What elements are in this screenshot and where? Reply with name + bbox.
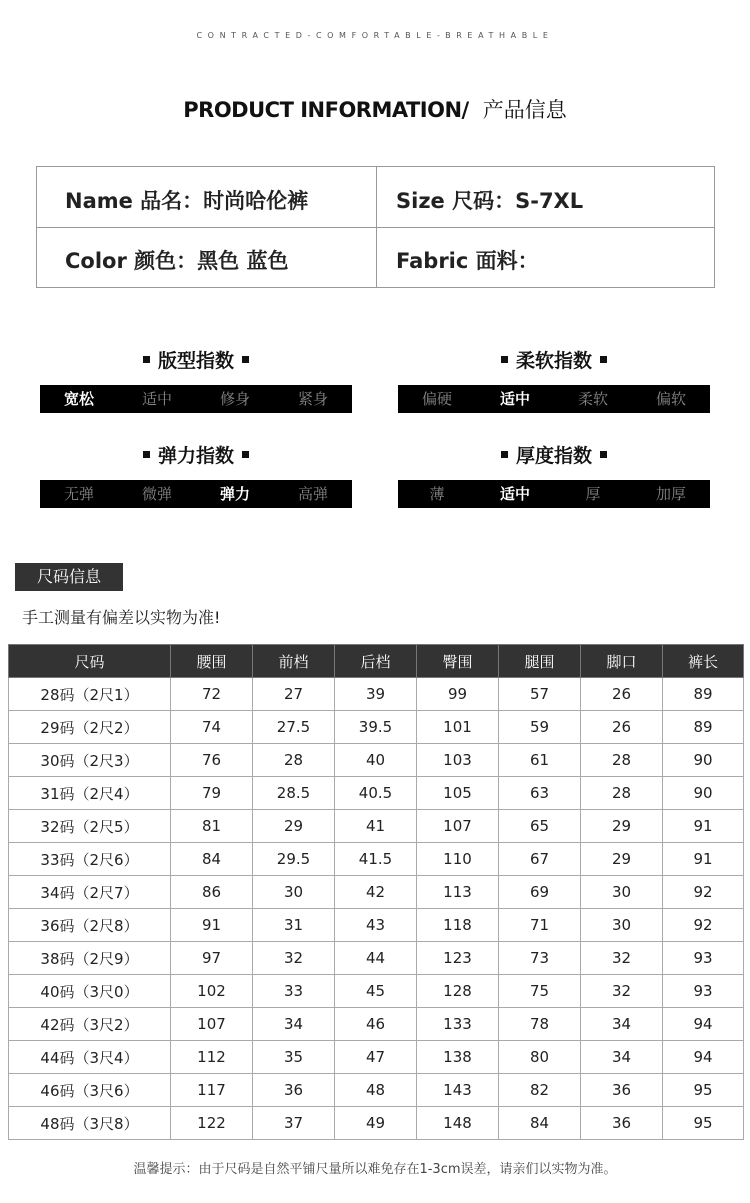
index-title-label: 厚度指数 <box>515 445 592 467</box>
table-cell: 148 <box>417 1107 499 1140</box>
table-cell: 28 <box>581 777 663 810</box>
table-cell: 37 <box>253 1107 335 1140</box>
table-cell: 33 <box>253 975 335 1008</box>
table-row <box>9 678 744 711</box>
table-cell: 82 <box>499 1074 581 1107</box>
table-cell: 99 <box>417 678 499 711</box>
table-cell: 29 <box>581 810 663 843</box>
table-row <box>9 843 744 876</box>
table-cell: 49 <box>335 1107 417 1140</box>
page-title <box>0 94 750 124</box>
table-cell: 117 <box>171 1074 253 1107</box>
table-cell: 91 <box>663 843 744 876</box>
info-color: Color 颜色：黑色 蓝色 <box>65 249 289 273</box>
table-row <box>9 711 744 744</box>
page-title-en: PRODUCT INFORMATION/ <box>183 98 469 122</box>
index-option: 薄 <box>429 485 445 503</box>
table-cell: 57 <box>499 678 581 711</box>
bullet-square-icon <box>242 451 249 458</box>
table-cell: 48码（3尺8） <box>9 1107 171 1140</box>
table-cell: 30 <box>581 909 663 942</box>
table-cell: 43 <box>335 909 417 942</box>
column-header: 脚口 <box>581 645 663 678</box>
index-bar-elasticity <box>40 480 352 508</box>
table-cell: 92 <box>663 909 744 942</box>
table-cell: 32 <box>253 942 335 975</box>
index-title-label: 弹力指数 <box>157 445 234 467</box>
table-cell: 138 <box>417 1041 499 1074</box>
table-cell: 28.5 <box>253 777 335 810</box>
index-option: 适中 <box>499 390 530 408</box>
table-cell: 89 <box>663 678 744 711</box>
table-cell: 71 <box>499 909 581 942</box>
index-option: 高弹 <box>297 485 328 503</box>
page-title-zh: 产品信息 <box>482 98 567 122</box>
info-name: Name 品名：时尚哈伦裤 <box>65 189 309 213</box>
table-cell: 84 <box>171 843 253 876</box>
table-cell: 92 <box>663 876 744 909</box>
table-cell: 42 <box>335 876 417 909</box>
table-cell: 40码（3尺0） <box>9 975 171 1008</box>
table-cell: 91 <box>663 810 744 843</box>
table-cell: 36 <box>581 1074 663 1107</box>
bullet-square-icon <box>600 356 607 363</box>
index-bar-thickness <box>398 480 710 508</box>
table-cell: 80 <box>499 1041 581 1074</box>
table-cell: 34 <box>581 1008 663 1041</box>
table-cell: 38码（2尺9） <box>9 942 171 975</box>
index-option: 宽松 <box>63 390 94 408</box>
table-cell: 29.5 <box>253 843 335 876</box>
table-row <box>9 1008 744 1041</box>
size-table-body <box>9 678 744 1140</box>
table-cell: 47 <box>335 1041 417 1074</box>
index-option: 适中 <box>499 485 530 503</box>
index-option: 加厚 <box>655 485 686 503</box>
info-fabric: Fabric 面料： <box>396 249 539 273</box>
index-option: 紧身 <box>297 390 328 408</box>
table-cell: 95 <box>663 1107 744 1140</box>
table-cell: 34码（2尺7） <box>9 876 171 909</box>
table-cell: 46 <box>335 1008 417 1041</box>
table-cell: 31码（2尺4） <box>9 777 171 810</box>
table-cell: 34 <box>253 1008 335 1041</box>
index-title-softness <box>398 346 710 373</box>
table-cell: 122 <box>171 1107 253 1140</box>
table-cell: 36 <box>253 1074 335 1107</box>
tagline: CONTRACTED-COMFORTABLE-BREATHABLE <box>196 31 554 40</box>
table-row <box>9 777 744 810</box>
column-header: 裤长 <box>663 645 744 678</box>
table-row <box>9 975 744 1008</box>
bullet-square-icon <box>242 356 249 363</box>
table-cell: 39 <box>335 678 417 711</box>
table-cell: 32码（2尺5） <box>9 810 171 843</box>
table-cell: 102 <box>171 975 253 1008</box>
index-option: 无弹 <box>63 485 94 503</box>
bullet-square-icon <box>600 451 607 458</box>
index-bar-fit <box>40 385 352 413</box>
table-cell: 29码（2尺2） <box>9 711 171 744</box>
table-row <box>9 744 744 777</box>
table-cell: 59 <box>499 711 581 744</box>
table-cell: 81 <box>171 810 253 843</box>
table-cell: 123 <box>417 942 499 975</box>
table-cell: 93 <box>663 942 744 975</box>
table-cell: 73 <box>499 942 581 975</box>
bullet-square-icon <box>143 356 150 363</box>
table-cell: 31 <box>253 909 335 942</box>
table-cell: 28 <box>581 744 663 777</box>
index-option: 微弹 <box>141 485 172 503</box>
table-cell: 101 <box>417 711 499 744</box>
index-bar-softness <box>398 385 710 413</box>
table-cell: 69 <box>499 876 581 909</box>
column-header: 腿围 <box>499 645 581 678</box>
index-option: 弹力 <box>219 485 250 503</box>
table-cell: 29 <box>253 810 335 843</box>
table-cell: 46码（3尺6） <box>9 1074 171 1107</box>
table-cell: 94 <box>663 1008 744 1041</box>
table-cell: 133 <box>417 1008 499 1041</box>
index-title-label: 柔软指数 <box>515 350 592 372</box>
table-row <box>9 1107 744 1140</box>
table-cell: 93 <box>663 975 744 1008</box>
product-info-table <box>36 166 715 288</box>
table-cell: 63 <box>499 777 581 810</box>
tip-note: 温馨提示：由于尺码是自然平铺尺量所以难免存在1-3cm误差，请亲们以实物为准。 <box>133 1162 617 1177</box>
table-cell: 107 <box>417 810 499 843</box>
table-cell: 28 <box>253 744 335 777</box>
index-option: 厚 <box>585 485 601 503</box>
table-cell: 27.5 <box>253 711 335 744</box>
table-cell: 86 <box>171 876 253 909</box>
table-cell: 84 <box>499 1107 581 1140</box>
table-cell: 90 <box>663 744 744 777</box>
table-cell: 61 <box>499 744 581 777</box>
size-table <box>8 644 744 1140</box>
table-row <box>9 1074 744 1107</box>
table-cell: 90 <box>663 777 744 810</box>
table-cell: 40 <box>335 744 417 777</box>
table-row <box>9 1041 744 1074</box>
table-cell: 103 <box>417 744 499 777</box>
table-cell: 67 <box>499 843 581 876</box>
table-cell: 30码（2尺3） <box>9 744 171 777</box>
table-cell: 35 <box>253 1041 335 1074</box>
table-cell: 30 <box>581 876 663 909</box>
table-cell: 118 <box>417 909 499 942</box>
table-cell: 76 <box>171 744 253 777</box>
table-cell: 34 <box>581 1041 663 1074</box>
column-header: 臀围 <box>417 645 499 678</box>
table-cell: 36码（2尺8） <box>9 909 171 942</box>
column-header: 尺码 <box>9 645 171 678</box>
table-cell: 75 <box>499 975 581 1008</box>
bullet-square-icon <box>501 451 508 458</box>
index-option: 柔软 <box>577 390 608 408</box>
table-cell: 32 <box>581 942 663 975</box>
bullet-square-icon <box>143 451 150 458</box>
column-header: 后档 <box>335 645 417 678</box>
table-cell: 26 <box>581 711 663 744</box>
table-cell: 72 <box>171 678 253 711</box>
measure-note: 手工测量有偏差以实物为准! <box>22 608 221 627</box>
table-row <box>9 942 744 975</box>
index-option: 偏硬 <box>421 390 452 408</box>
index-title-fit <box>40 346 352 373</box>
table-cell: 107 <box>171 1008 253 1041</box>
index-option: 修身 <box>219 390 250 408</box>
table-cell: 40.5 <box>335 777 417 810</box>
bullet-square-icon <box>501 356 508 363</box>
table-cell: 65 <box>499 810 581 843</box>
table-cell: 95 <box>663 1074 744 1107</box>
table-cell: 110 <box>417 843 499 876</box>
table-cell: 42码（3尺2） <box>9 1008 171 1041</box>
index-title-elasticity <box>40 441 352 468</box>
table-cell: 41.5 <box>335 843 417 876</box>
table-cell: 97 <box>171 942 253 975</box>
index-option: 适中 <box>141 390 172 408</box>
divider <box>376 167 377 287</box>
table-cell: 39.5 <box>335 711 417 744</box>
table-cell: 36 <box>581 1107 663 1140</box>
table-cell: 27 <box>253 678 335 711</box>
table-cell: 113 <box>417 876 499 909</box>
table-cell: 128 <box>417 975 499 1008</box>
table-cell: 112 <box>171 1041 253 1074</box>
size-info-label: 尺码信息 <box>15 563 123 591</box>
table-cell: 105 <box>417 777 499 810</box>
table-cell: 79 <box>171 777 253 810</box>
table-cell: 89 <box>663 711 744 744</box>
table-cell: 44码（3尺4） <box>9 1041 171 1074</box>
column-header: 腰围 <box>171 645 253 678</box>
table-row <box>9 810 744 843</box>
table-row <box>9 876 744 909</box>
table-cell: 45 <box>335 975 417 1008</box>
table-cell: 30 <box>253 876 335 909</box>
table-header-row <box>9 645 744 678</box>
table-cell: 44 <box>335 942 417 975</box>
table-row <box>9 909 744 942</box>
column-header: 前档 <box>253 645 335 678</box>
table-cell: 94 <box>663 1041 744 1074</box>
index-option: 偏软 <box>655 390 686 408</box>
table-cell: 143 <box>417 1074 499 1107</box>
index-title-label: 版型指数 <box>157 350 234 372</box>
info-size: Size 尺码：S-7XL <box>396 189 584 213</box>
table-cell: 28码（2尺1） <box>9 678 171 711</box>
table-cell: 78 <box>499 1008 581 1041</box>
table-cell: 32 <box>581 975 663 1008</box>
table-cell: 26 <box>581 678 663 711</box>
table-cell: 41 <box>335 810 417 843</box>
index-title-thickness <box>398 441 710 468</box>
table-cell: 48 <box>335 1074 417 1107</box>
table-cell: 33码（2尺6） <box>9 843 171 876</box>
table-cell: 91 <box>171 909 253 942</box>
table-cell: 74 <box>171 711 253 744</box>
table-cell: 29 <box>581 843 663 876</box>
